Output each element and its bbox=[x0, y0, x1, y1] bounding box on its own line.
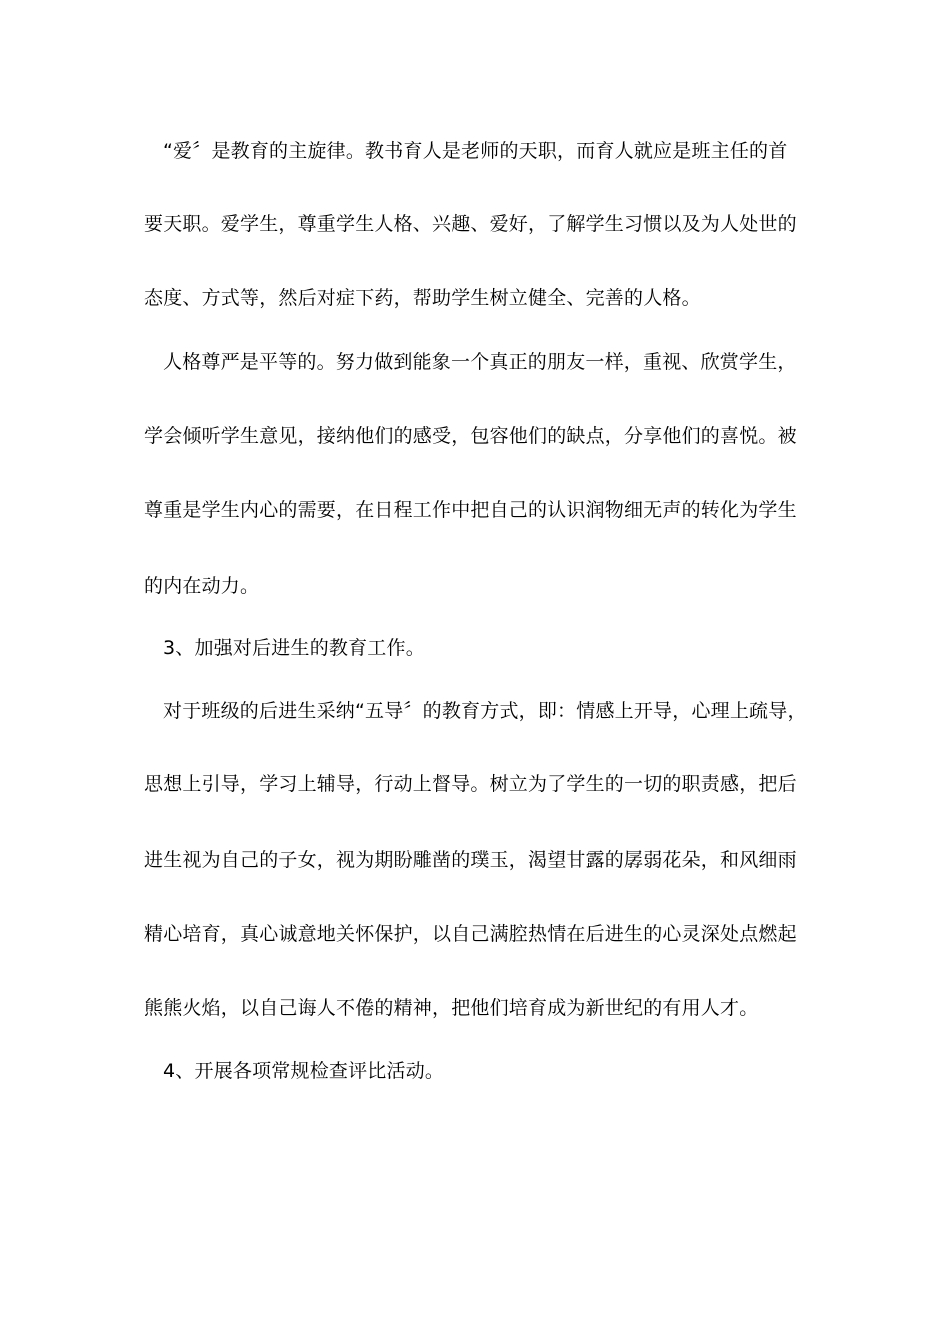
paragraph-line-9: 对于班级的后进生采纳“五导〞的教育方式，即：情感上开导，心理上疏导， bbox=[163, 700, 807, 722]
paragraph-line-7: 的内在动力。 bbox=[144, 575, 260, 597]
paragraph-line-12: 精心培育，真心诚意地关怀保护，以自己满腔热情在后进生的心灵深处点燃起 bbox=[144, 923, 797, 945]
paragraph-line-4: 人格尊严是平等的。努力做到能象一个真正的朋友一样，重视、欣赏学生， bbox=[163, 351, 797, 373]
paragraph-line-10: 思想上引导，学习上辅导，行动上督导。树立为了学生的一切的职责感，把后 bbox=[144, 773, 797, 795]
paragraph-line-6: 尊重是学生内心的需要，在日程工作中把自己的认识润物细无声的转化为学生 bbox=[144, 499, 797, 521]
paragraph-line-5: 学会倾听学生意见，接纳他们的感受，包容他们的缺点，分享他们的喜悦。被 bbox=[144, 425, 797, 447]
section-heading-3: 3、加强对后进生的教育工作。 bbox=[163, 637, 425, 659]
paragraph-line-2: 要天职。爱学生，尊重学生人格、兴趣、爱好，了解学生习惯以及为人处世的 bbox=[144, 213, 797, 235]
paragraph-line-1: “爱〞是教育的主旋律。教书育人是老师的天职，而育人就应是班主任的首 bbox=[163, 140, 788, 162]
section-heading-4: 4、开展各项常规检查评比活动。 bbox=[163, 1060, 445, 1082]
paragraph-line-3: 态度、方式等，然后对症下药，帮助学生树立健全、完善的人格。 bbox=[144, 287, 701, 309]
paragraph-line-13: 熊熊火焰，以自己诲人不倦的精神，把他们培育成为新世纪的有用人才。 bbox=[144, 997, 759, 1019]
paragraph-line-11: 进生视为自己的子女，视为期盼雕凿的璞玉，渴望甘露的孱弱花朵，和风细雨 bbox=[144, 849, 797, 871]
